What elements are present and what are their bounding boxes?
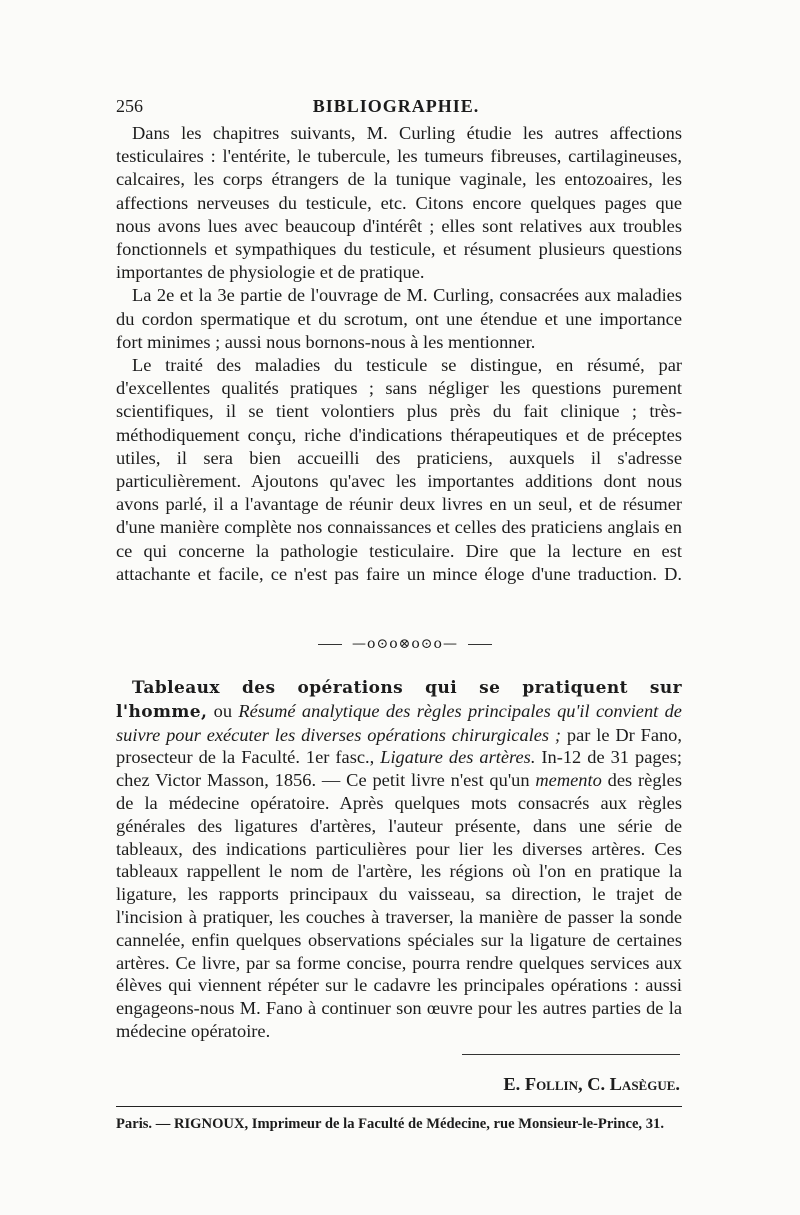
printer-imprint: Paris. — RIGNOUX, Imprimeur de la Faculté de Médecine, rue Monsieur-le-Prince, 31. — [116, 1116, 664, 1132]
section-ornament: —o⊙o⊗o⊙o— — [318, 634, 492, 654]
authors-signature — [300, 1074, 680, 1095]
connector: ou — [213, 700, 233, 721]
review-text: des règles de la médecine opératoire. Après quelques mots consacrés aux règles générales des ligatures d'artères, l'auteur présente, dans une série de tableaux, des indications particulières pour lier les diverses artères. Ces tableaux rappellent le nom de l'artère, les régions où l'on en pratique la ligature, les rapports principaux du vaisseau, sa direction, le trajet de l'incision à pratiquer, les couches à traverser, la manière de passer la sonde cannelée, enfin quelques observations spéciales sur la ligature de certaines artères. Ce livre, par sa forme concise, pourra rendre quelques services aux élèves qui viennent répéter sur le cadavre les principales opérations : aussi engageons-nous M. Fano à continuer son œuvre pour les autres parties de la médecine opératoire. — [116, 770, 682, 1041]
review-title: Tableaux des opérations qui se pratiquent sur l'homme, — [116, 678, 682, 722]
citation: par le Dr Fano, prosecteur de la Faculté. 1er fasc., — [116, 724, 682, 768]
running-title: BIBLIOGRAPHIE. — [312, 96, 480, 116]
review-subtitle: Résumé analytique des règles principales qu'il convient de suivre pour exécuter les diverses opérations chirurgicales ; — [116, 700, 682, 745]
author-lasegue: C. Lasègue. — [587, 1074, 680, 1094]
citation-end: In-12 de 31 pages; chez Victor Masson, 1856. — Ce petit livre n'est qu'un — [116, 747, 682, 791]
citation-title: Ligature des artères. — [380, 747, 536, 768]
signature: D. — [664, 563, 682, 584]
review-curling — [116, 122, 682, 586]
divider — [116, 1106, 682, 1107]
paragraph-text: Le traité des maladies du testicule se distingue, en résumé, par d'excellentes qualités pratiques ; sans négliger les questions purement scientifiques, il se tient volontiers plus près du fait clinique ; très-méthodiquement conçu, riche d'indications thérapeutiques et de préceptes utiles, il sera bien accueilli des praticiens, auxquels il s'adresse particulièrement. Ajoutons qu'avec les importantes additions dont nous avons parlé, il a l'avantage de réunir deux livres en un seul, et de résumer d'une manière complète nos connaissances et celles des praticiens anglais en ce qui concerne la pathologie testiculaire. Dire que la lecture en est attachante et facile, ce n'est pas faire un mince éloge d'une traduction. — [116, 355, 682, 584]
paragraph — [116, 676, 682, 1043]
paragraph: Dans les chapitres suivants, M. Curling étudie les autres affections testiculaires : l'entérite, le tubercule, les tumeurs fibreuses, cartilagineuses, calcaires, les corps étrangers de la tunique vaginale, les entozoaires, les affections nerveuses du testicule, etc. Citons encore quelques pages que nous avons lues avec beaucoup d'intérêt ; elles sont relatives aux troubles fonctionnels et sympathiques du testicule, et résument plusieurs questions importantes de physiologie et de pratique. — [116, 123, 682, 283]
memento-word: memento — [535, 770, 602, 791]
paragraph: La 2e et la 3e partie de l'ouvrage de M. Curling, consacrées aux maladies du cordon spermatique et du scrotum, ont une étendue et une importance fort minimes ; aussi nous bornons-nous à les mentionner. — [116, 285, 682, 352]
paragraph — [116, 354, 682, 586]
review-fano — [116, 676, 682, 1043]
author-follin: E. Follin, — [503, 1074, 583, 1094]
page-number: 256 — [116, 96, 143, 116]
divider — [462, 1054, 680, 1055]
